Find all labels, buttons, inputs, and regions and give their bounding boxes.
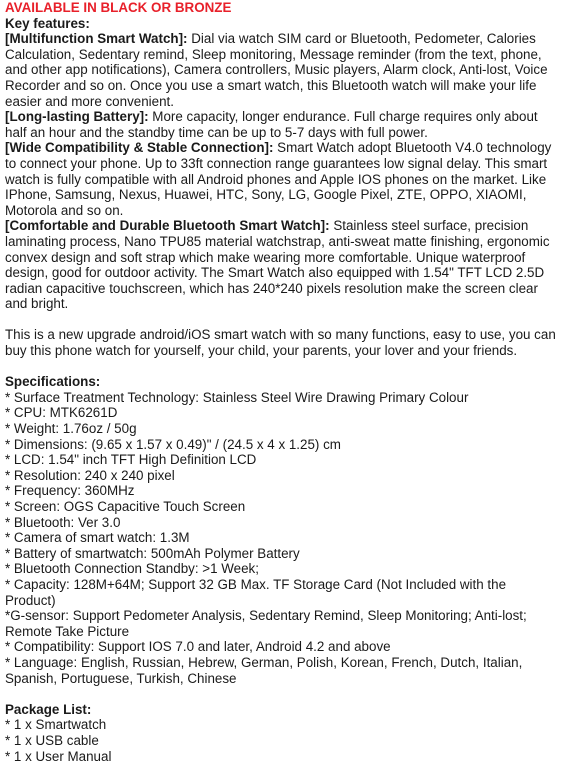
availability-title: AVAILABLE IN BLACK OR BRONZE	[5, 0, 560, 16]
spec-item: * Weight: 1.76oz / 50g	[5, 421, 560, 437]
feature-name: [Long-lasting Battery]:	[5, 109, 149, 124]
feature-name: [Multifunction Smart Watch]:	[5, 31, 188, 46]
spec-item: * Camera of smart watch: 1.3M	[5, 530, 560, 546]
spec-item: * Capacity: 128M+64M; Support 32 GB Max. TF Storage Card (Not Included with the Product)	[5, 577, 560, 608]
feature-comfortable	[5, 218, 560, 312]
package-item: * 1 x User Manual	[5, 749, 560, 764]
feature-text: Stainless steel surface, precision laminating process, Nano TPU85 material watchstrap, anti-sweat matte finishing, ergonomic convex design and soft strap which make wearing more comfortable. Unique waterproof design, good for outdoor activity. The Smart Watch also equipped with 1.54" TFT LCD 2.5D radian capacitive touchscreen, which has 240*240 pixels resolution make the screen clear and bright.	[5, 218, 550, 311]
spec-item: * Bluetooth Connection Standby: >1 Week;	[5, 561, 560, 577]
feature-multifunction	[5, 31, 560, 109]
spec-item: * Battery of smartwatch: 500mAh Polymer Battery	[5, 546, 560, 562]
feature-compatibility	[5, 140, 560, 218]
spacer	[5, 312, 560, 328]
spec-item: * Screen: OGS Capacitive Touch Screen	[5, 499, 560, 515]
feature-name: [Comfortable and Durable Bluetooth Smart Watch]:	[5, 218, 330, 233]
intro-paragraph: This is a new upgrade android/iOS smart watch with so many functions, easy to use, you can buy this phone watch for yourself, your child, your parents, your lover and your friends.	[5, 327, 560, 358]
feature-name: [Wide Compatibility & Stable Connection]:	[5, 140, 273, 155]
feature-text: Dial via watch SIM card or Bluetooth, Pedometer, Calories Calculation, Sedentary remind, Sleep monitoring, Message reminder (from the text, phone, and other app notifications), Camera controllers, Music players, Alarm clock, Anti-lost, Voice Recorder and so on. Once you use a smart watch, this Bluetooth watch will make your life easier and more convenient.	[5, 31, 548, 108]
spacer	[5, 686, 560, 702]
spacer	[5, 359, 560, 375]
spec-item: *G-sensor: Support Pedometer Analysis, Sedentary Remind, Sleep Monitoring; Anti-lost; Remote Take Picture	[5, 608, 560, 639]
feature-text: More capacity, longer endurance. Full charge requires only about half an hour and the standby time can be up to 5-7 days with full power.	[5, 109, 538, 140]
feature-battery	[5, 109, 560, 140]
spec-item: * Language: English, Russian, Hebrew, German, Polish, Korean, French, Dutch, Italian, Spanish, Portuguese, Turkish, Chinese	[5, 655, 560, 686]
spec-item: * Surface Treatment Technology: Stainless Steel Wire Drawing Primary Colour	[5, 390, 560, 406]
package-list-heading: Package List:	[5, 702, 560, 718]
package-item: * 1 x USB cable	[5, 733, 560, 749]
spec-item: * Dimensions: (9.65 x 1.57 x 0.49)" / (24.5 x 4 x 1.25) cm	[5, 437, 560, 453]
spec-item: * CPU: MTK6261D	[5, 405, 560, 421]
feature-text: Smart Watch adopt Bluetooth V4.0 technology to connect your phone. Up to 33ft connection range guarantees low signal delay. This smart watch is fully compatible with all Android phones and Apple IOS phones on the market. Like IPhone, Samsung, Nexus, Huawei, HTC, Sony, LG, Google Pixel, ZTE, OPPO, XIAOMI, Motorola and so on.	[5, 140, 551, 217]
spec-item: * Bluetooth: Ver 3.0	[5, 515, 560, 531]
spec-item: * Resolution: 240 x 240 pixel	[5, 468, 560, 484]
spec-item: * LCD: 1.54" inch TFT High Definition LCD	[5, 452, 560, 468]
package-item: * 1 x Smartwatch	[5, 717, 560, 733]
spec-item: * Compatibility: Support IOS 7.0 and later, Android 4.2 and above	[5, 639, 560, 655]
spec-item: * Frequency: 360MHz	[5, 483, 560, 499]
key-features-heading: Key features:	[5, 16, 560, 32]
specifications-heading: Specifications:	[5, 374, 560, 390]
